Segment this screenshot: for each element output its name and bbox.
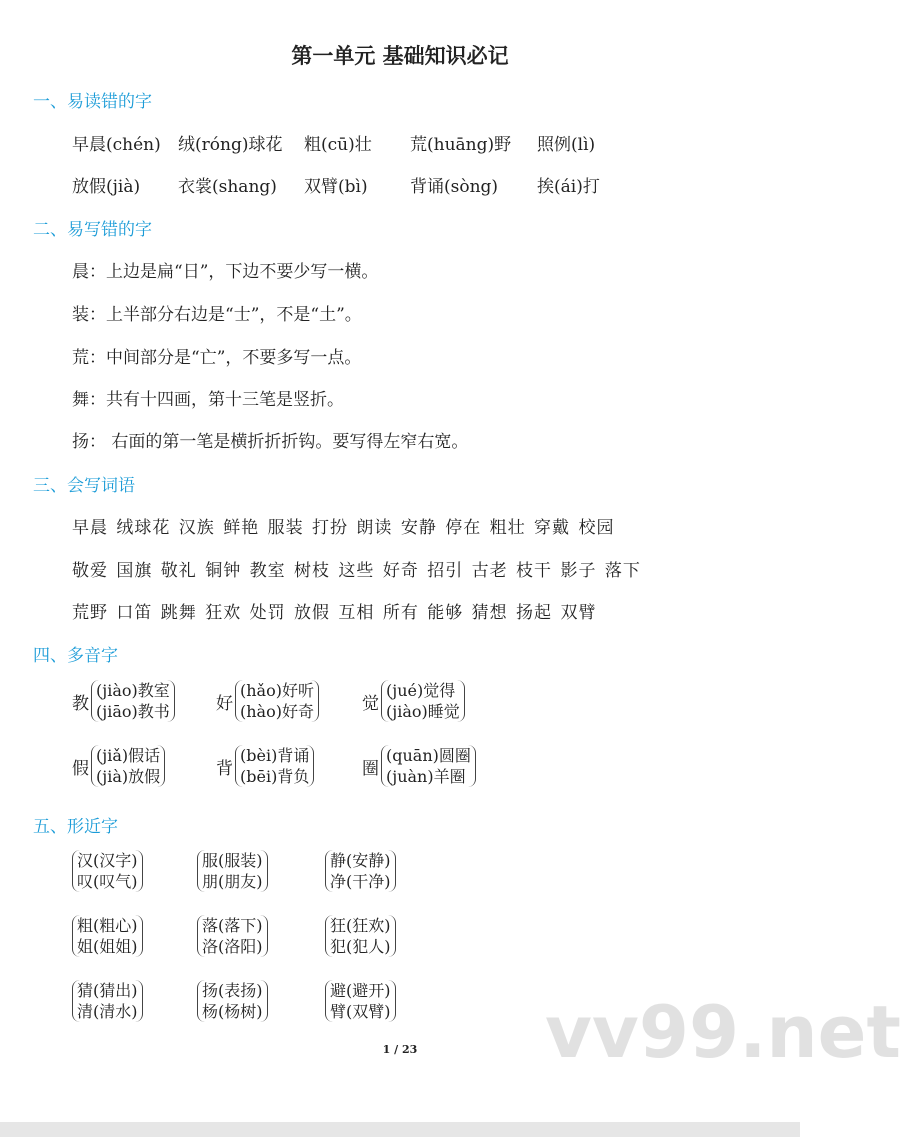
polyphone-readings: [91, 680, 175, 722]
similar-char: 粗(粗心): [77, 916, 138, 935]
word-item: 荒(huāng)野: [410, 135, 512, 155]
similar-char-pair: [197, 850, 268, 892]
polyphone-char: 背: [216, 758, 233, 779]
similar-char: 避(避开): [330, 981, 391, 1000]
polyphone-char: 好: [216, 693, 233, 714]
word-item: 挨(ái)打: [537, 177, 600, 197]
similar-char: 叹(叹气): [77, 872, 138, 891]
polyphone-char: 圈: [362, 758, 379, 779]
similar-char-group: [72, 915, 143, 957]
polyphone-readings: [235, 680, 319, 722]
similar-char-pair: [72, 980, 143, 1022]
similar-char-pair: [325, 915, 396, 957]
reading: (bēi)背负: [240, 767, 310, 786]
polyphone-readings: [91, 745, 165, 787]
word-item: 放假(jià): [72, 177, 141, 197]
page-title: 第一单元 基础知识必记: [291, 44, 509, 68]
section-heading: 五、形近字: [33, 817, 118, 837]
polyphone-group: [362, 680, 465, 722]
similar-char: 服(服装): [202, 851, 263, 870]
reading: (bèi)背诵: [240, 746, 310, 765]
similar-char-pair: [325, 850, 396, 892]
similar-char-pair: [197, 915, 268, 957]
section-heading: 一、易读错的字: [33, 92, 152, 112]
footer-bar: [0, 1122, 800, 1137]
word-item: 早晨(chén): [72, 135, 161, 155]
section-heading: 二、易写错的字: [33, 220, 152, 240]
word-item: 衣裳(shang): [178, 177, 277, 197]
word-item: 照例(lì): [537, 135, 596, 155]
similar-char: 犯(犯人): [330, 937, 391, 956]
similar-char: 汉(汉字): [77, 851, 138, 870]
reading: (hǎo)好听: [240, 681, 314, 700]
similar-char: 狂(狂欢): [330, 916, 391, 935]
similar-char: 落(落下): [202, 916, 263, 935]
word-row: 早晨 绒球花 汉族 鲜艳 服装 打扮 朗读 安静 停在 粗壮 穿戴 校园: [72, 518, 615, 538]
polyphone-char: 教: [72, 693, 89, 714]
section-heading: 三、会写词语: [33, 476, 135, 496]
similar-char: 姐(姐姐): [77, 937, 138, 956]
similar-char: 扬(表扬): [202, 981, 263, 1000]
reading: (jué)觉得: [386, 681, 456, 700]
rule-line: 装：上半部分右边是“士”，不是“土”。: [72, 305, 362, 325]
reading: (juàn)羊圈: [386, 767, 466, 786]
watermark: vv99.net: [545, 990, 901, 1074]
similar-char: 杨(杨树): [202, 1002, 263, 1021]
polyphone-readings: [381, 680, 465, 722]
reading: (jiāo)教书: [96, 702, 170, 721]
polyphone-group: [216, 745, 314, 787]
word-item: 粗(cū)壮: [304, 135, 372, 155]
polyphone-readings: [235, 745, 314, 787]
similar-char-group: [325, 850, 396, 892]
similar-char-group: [197, 980, 268, 1022]
similar-char-group: [197, 915, 268, 957]
polyphone-group: [216, 680, 319, 722]
polyphone-char: 假: [72, 758, 89, 779]
similar-char-pair: [72, 850, 143, 892]
reading: (quān)圆圈: [386, 746, 471, 765]
rule-line: 扬： 右面的第一笔是横折折折钩。要写得左窄右宽。: [72, 432, 469, 452]
similar-char-pair: [197, 980, 268, 1022]
word-item: 双臂(bì): [304, 177, 368, 197]
reading: (jiào)睡觉: [386, 702, 460, 721]
polyphone-readings: [381, 745, 476, 787]
similar-char: 臂(双臂): [330, 1002, 391, 1021]
similar-char-pair: [325, 980, 396, 1022]
rule-line: 舞：共有十四画，第十三笔是竖折。: [72, 390, 344, 410]
polyphone-char: 觉: [362, 693, 379, 714]
similar-char-group: [72, 850, 143, 892]
reading: (jiǎ)假话: [96, 746, 161, 765]
similar-char-group: [325, 980, 396, 1022]
word-item: 背诵(sòng): [410, 177, 499, 197]
polyphone-group: [362, 745, 476, 787]
polyphone-group: [72, 680, 175, 722]
similar-char-group: [325, 915, 396, 957]
section-heading: 四、多音字: [33, 646, 118, 666]
page-number: 1 / 23: [382, 1043, 418, 1056]
similar-char: 清(清水): [77, 1002, 138, 1021]
similar-char-pair: [72, 915, 143, 957]
similar-char-group: [197, 850, 268, 892]
polyphone-group: [72, 745, 165, 787]
similar-char: 猜(猜出): [77, 981, 138, 1000]
reading: (jiào)教室: [96, 681, 170, 700]
reading: (hào)好奇: [240, 702, 314, 721]
similar-char: 洛(洛阳): [202, 937, 263, 956]
word-item: 绒(róng)球花: [178, 135, 283, 155]
rule-line: 荒：中间部分是“亡”，不要多写一点。: [72, 348, 362, 368]
similar-char: 朋(朋友): [202, 872, 263, 891]
similar-char: 静(安静): [330, 851, 391, 870]
word-row: 敬爱 国旗 敬礼 铜钟 教室 树枝 这些 好奇 招引 古老 枝干 影子 落下: [72, 561, 641, 581]
word-row: 荒野 口笛 跳舞 狂欢 处罚 放假 互相 所有 能够 猜想 扬起 双臂: [72, 603, 597, 623]
rule-line: 晨：上边是扁“日”，下边不要少写一横。: [72, 262, 379, 282]
similar-char-group: [72, 980, 143, 1022]
similar-char: 净(干净): [330, 872, 391, 891]
reading: (jià)放假: [96, 767, 161, 786]
